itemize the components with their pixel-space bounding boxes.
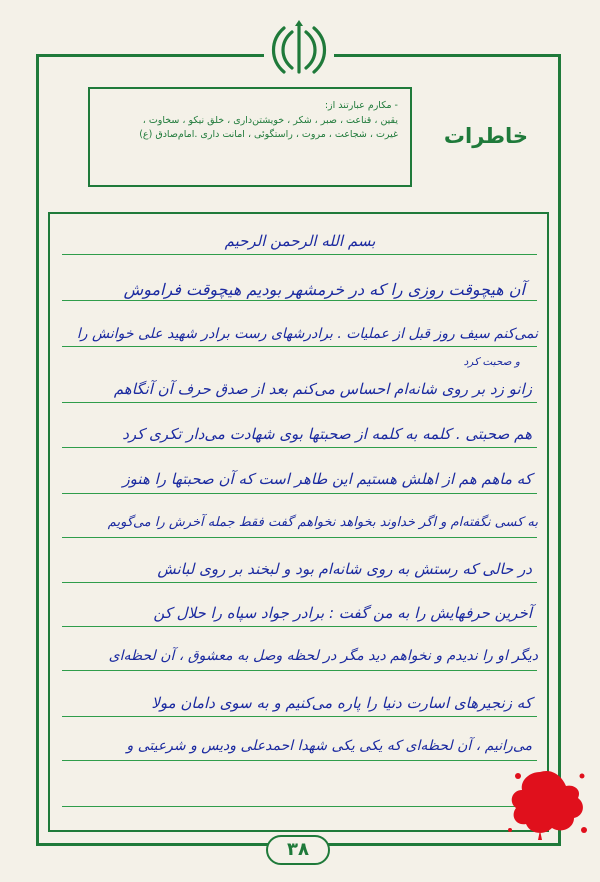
diary-line: زانو زد بر روی شانه‌ام احساس می‌کنم بعد از صدق حرف آن آنگاهم bbox=[113, 380, 532, 398]
quote-intro: - مکارم عبارتند از: bbox=[324, 100, 398, 111]
ruled-line bbox=[62, 493, 537, 494]
diary-line: می‌رانیم ، آن لحظه‌ای که یکی یکی شهدا احمدعلی ودیس و شرعیتی و bbox=[126, 738, 532, 754]
ruled-line bbox=[62, 582, 537, 583]
ruled-line bbox=[62, 716, 537, 717]
ruled-line bbox=[62, 254, 537, 255]
iran-emblem-icon bbox=[264, 18, 334, 78]
ruled-line bbox=[62, 402, 537, 403]
diary-line: نمی‌کنم سیف روز قبل از عملیات . برادرشهای رست برادر شهید علی خوانش را bbox=[76, 326, 538, 342]
diary-line: آن هیچوقت روزی را که در خرمشهر بودیم هیچوقت فراموش bbox=[123, 280, 525, 299]
diary-line: در حالی که رستش به روی شانه‌ام بود و لبخند بر روی لبانش bbox=[157, 560, 532, 578]
ruled-line bbox=[62, 806, 537, 807]
page-title: خاطرات bbox=[443, 124, 529, 148]
ruled-line bbox=[62, 537, 537, 538]
diary-line: آخرین حرفهایش را به من گفت : برادر جواد سپاه را حلال کن bbox=[153, 604, 532, 622]
quote-line-2: غیرت ، شجاعت ، مروت ، راستگوئی ، امانت داری .امام‌صادق (ع) bbox=[139, 129, 398, 140]
quote-line-1: یقین ، قناعت ، صبر ، شکر ، خویشتن‌داری ، خلق نیکو ، سخاوت ، bbox=[142, 114, 398, 126]
blood-splash-icon bbox=[500, 760, 590, 840]
ruled-line bbox=[62, 346, 537, 347]
diary-line: که زنجیرهای اسارت دنیا را پاره می‌کنیم و به سوی دامان مولا bbox=[151, 694, 532, 712]
page-number: ۳۸ bbox=[266, 835, 330, 865]
ruled-line bbox=[62, 447, 537, 448]
diary-margin-note: و صحبت کرد bbox=[463, 356, 520, 368]
ruled-line bbox=[62, 670, 537, 671]
diary-heading: بسم الله الرحمن الرحیم bbox=[224, 232, 376, 250]
ruled-line bbox=[62, 626, 537, 627]
ruled-line bbox=[62, 760, 537, 761]
diary-line: دیگر او را ندیدم و نخواهم دید مگر در لحظه وصل به معشوق ، آن لحظه‌ای bbox=[108, 648, 538, 664]
diary-line: به کسی نگفته‌ام و اگر خداوند بخواهد نخواهم گفت فقط جمله آخرش را می‌گویم bbox=[107, 515, 538, 530]
virtues-quote-box bbox=[88, 87, 412, 187]
diary-line: که ماهم هم از اهلش هستیم این طاهر است که آن صحبتها را هنوز bbox=[122, 470, 532, 488]
ruled-line bbox=[62, 300, 537, 301]
diary-line: هم صحبتی . کلمه به کلمه از صحبتها بوی شهادت می‌دار تکری کرد bbox=[122, 425, 532, 443]
emblem-container bbox=[264, 18, 334, 78]
